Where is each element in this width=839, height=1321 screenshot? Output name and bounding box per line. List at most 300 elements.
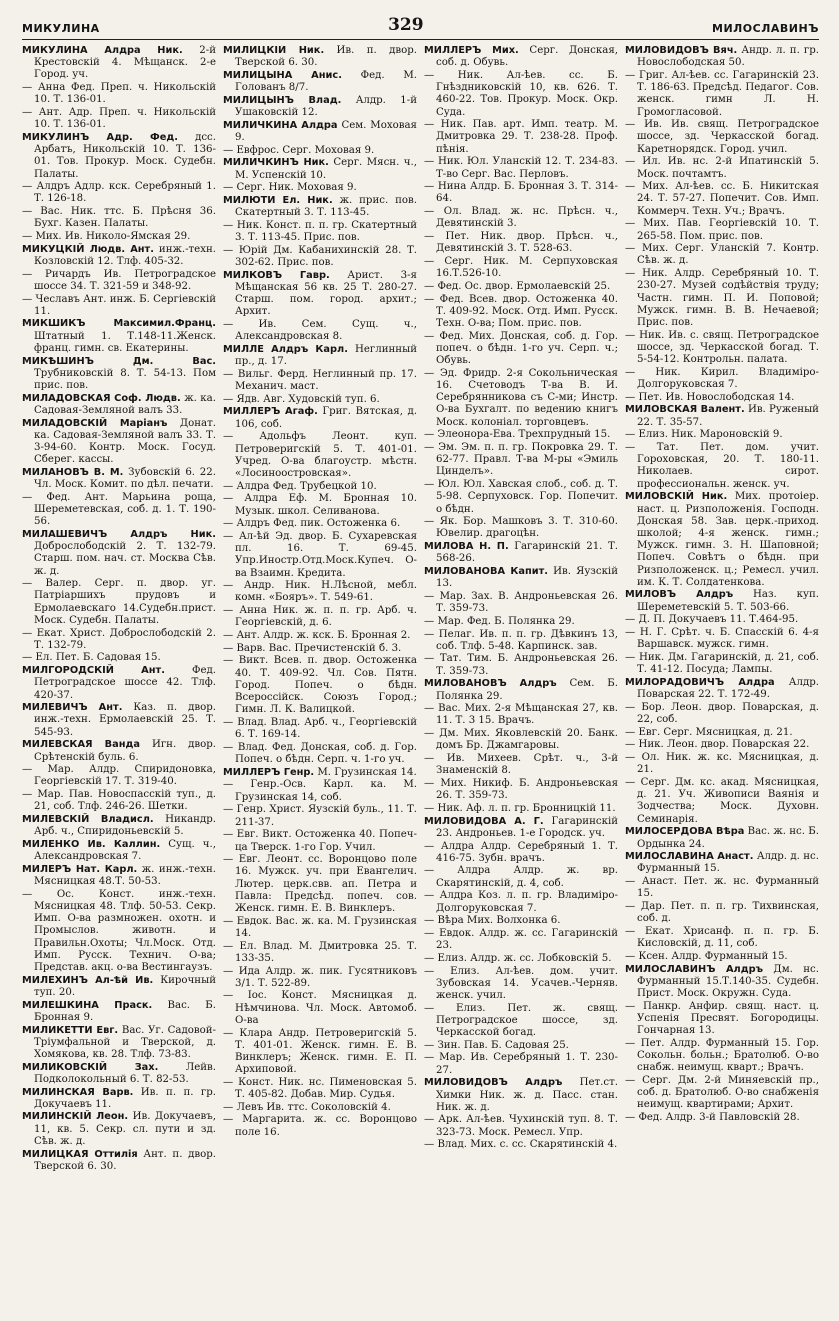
entry-text: Серг. Дм. 2-й Миняевскій пр., соб. д. Братолюб. О-во снабженія неимущ. квартирами; Архит. <box>637 1074 819 1111</box>
entry-text: Ант. Адр. Преп. ч. Никольскій 10. Т. 136-01. <box>34 107 216 131</box>
directory-entry <box>22 318 216 355</box>
entry-text: Андр. л. п. гр. Новослободская 50. <box>637 45 819 69</box>
directory-subentry <box>223 182 417 194</box>
directory-subentry <box>625 442 819 491</box>
directory-entry <box>223 70 417 94</box>
directory-subentry <box>625 614 819 626</box>
directory-subentry <box>424 865 618 889</box>
entry-surname: МИКУЛИНЪ Адр. Фед. <box>22 131 178 143</box>
entry-surname: МИЛОРАДОВИЧЪ Алдра <box>625 676 775 688</box>
entry-text: Сем. Моховая 9. <box>235 119 417 143</box>
entry-text: Мар. Зах. В. Андроньевская 26. Т. 359-73. <box>436 590 618 615</box>
directory-subentry <box>22 82 216 106</box>
directory-entry <box>223 767 417 779</box>
directory-subentry <box>424 429 618 441</box>
entry-text: Ник. Ал-ѣев. сс. Б. Гнѣздниковскій 10, кв. 626. Т. 460-22. Тов. Прокур. Моск. Окр. Суда. <box>436 69 618 118</box>
directory-subentry <box>22 206 216 230</box>
directory-subentry <box>223 394 417 406</box>
entry-text: Мих. Пав. Георгіевскій 10. Т. 265-58. Пом. прис. пов. <box>637 218 819 242</box>
directory-subentry <box>625 702 819 726</box>
directory-subentry <box>424 516 618 540</box>
entry-text: Бор. Леон. двор. Поварская, д. 22, соб. <box>637 701 819 725</box>
directory-subentry <box>625 1075 819 1112</box>
directory-subentry <box>625 1038 819 1075</box>
directory-subentry <box>424 70 618 119</box>
directory-subentry <box>424 1040 618 1052</box>
entry-text: Донат. ка. Садовая-Земляной валъ 33. Т. 3-94-60. Контр. Моск. Госуд. Сберег. кассы. <box>34 417 216 466</box>
entry-text: Ив. Докучаевъ, 11, кв. 5. Секр. сл. пути и зд. Сѣв. ж. д. <box>34 1111 216 1147</box>
entry-surname: МИЛЕШКИНА Праск. <box>22 999 153 1011</box>
entry-text: Мар. Пав. Новоспасскій туп., д. 21, соб. Тлф. 246-26. Шетки. <box>34 789 216 813</box>
entry-text: Серг. Донская, соб. д. Обувь. <box>436 45 618 69</box>
entry-text: Фед. Мих. Донская, соб. д. Гор. попеч. о бѣдн. 1-го уч. Серп. ч.; Обувь. <box>436 330 618 367</box>
entry-text: Серг. Ник. М. Серпуховская 16.Т.526-10. <box>436 255 618 280</box>
directory-entry <box>22 244 216 268</box>
entry-text: Пет.ст. Химки Ник. ж. д. Пасс. стан. Ник. ж. д. <box>436 1077 618 1113</box>
entry-text: Нина Алдр. Б. Бронная 3. Т. 314-64. <box>436 181 618 205</box>
directory-subentry <box>223 605 417 629</box>
directory-subentry <box>424 803 618 815</box>
entry-text: Гагаринскій 23. Андроньев. 1-е Городск. уч. <box>436 815 618 839</box>
directory-subentry <box>625 727 819 739</box>
directory-entry <box>22 839 216 863</box>
entry-surname: МИЛОВИДОВЪ Алдръ <box>424 1077 563 1089</box>
entry-text: Вас. Уг. Садовой-Тріумфальной и Тверской, д. Хомякова, кв. 28. Тлф. 73-83. <box>34 1024 216 1060</box>
entry-text: Ос. Конст. инж.-техн. Мясницкая 48. Тлф. 50-53. Секр. Имп. О-ва размножен. охотн. и Промыслов. животн. и Правильн.Охоты; Чл.Моск. Отд. Имп. Русск. Технич. О-ва; Представ. акц. о-ва Вестингаузъ. <box>34 888 216 974</box>
directory-subentry <box>625 1001 819 1038</box>
entry-text: Арк. Ал-ѣев. Чухинскій туп. 8. Т. 323-73. Моск. Ремесл. Упр. <box>436 1114 618 1138</box>
entry-surname: МИЛОВИДОВЪ Вяч. <box>625 45 738 56</box>
entry-text: Ант. п. двор. Тверской 6. 30. <box>34 1148 216 1172</box>
entry-text: Ол. Влад. ж. нс. Прѣсн. ч., Девятинскій 3. <box>436 206 618 230</box>
directory-subentry <box>223 829 417 853</box>
directory-subentry <box>22 492 216 529</box>
entry-text: ж. инж.-техн. Мясницкая 48.Т. 50-53. <box>34 863 216 888</box>
directory-entry <box>424 45 618 69</box>
entry-text: Серг. Дм. кс. акад. Мясницкая, д. 21. Уч. Живописи Ваянія и Зодчества; Моск. Духовн. Семинарія. <box>637 776 819 825</box>
directory-entry <box>22 529 216 578</box>
directory-entry <box>22 356 216 393</box>
directory-entry <box>22 393 216 417</box>
entry-text: Мих. Ив. Николо-Ямская 29. <box>35 231 191 243</box>
directory-subentry <box>625 926 819 950</box>
entry-surname: МИЛИЦЫНА Анис. <box>223 69 342 81</box>
entry-text: Каз. п. двор. инж.-техн. Ермолаевскій 25. Т. 545-93. <box>34 702 216 738</box>
directory-entry <box>424 566 618 590</box>
directory-subentry <box>625 951 819 963</box>
entry-text: Мих. Никиф. Б. Андроньевская 26. Т. 359-73. <box>436 777 618 802</box>
entry-text: Мих. Ал-ѣев. сс. Б. Никитская 24. Т. 57-27. Попечит. Сов. Имп. Коммерч. Техн. Уч.; Врачъ. <box>637 181 819 217</box>
directory-subentry <box>424 119 618 156</box>
entry-text: Ник. Алдр. Серебряный 10. Т. 230-27. Музей содѣйствія труду; Частн. гимн. П. И. Поповой; Мужск. гимн. В. В. Нечаевой; Прис. пов. <box>637 268 819 328</box>
directory-subentry <box>424 591 618 615</box>
entry-text: Ив. Ив. свящ. Петроградское шоссе, зд. Черкасской богад. Каретнорядск. Город. учил. <box>637 119 819 155</box>
directory-subentry <box>223 319 417 343</box>
column-2 <box>223 45 417 1315</box>
column-3 <box>424 45 618 1315</box>
directory-entry <box>22 739 216 763</box>
directory-entry <box>223 157 417 181</box>
directory-subentry <box>625 70 819 119</box>
entry-text: Панкр. Анфир. свящ. наст. ц. Успенія Пресвят. Богородицы. Гончарная 13. <box>637 1000 819 1037</box>
entry-text: Ник. Конст. п. п. гр. Скатертный 3. Т. 113-45. Прис. пов. <box>235 219 417 244</box>
entry-text: Клара Андр. Петроверигскій 5. Т. 401-01. Женск. гимн. Е. В. Винклеръ; Женск. гимн. Е. П. Архиповой. <box>235 1027 417 1076</box>
entry-text: Алдра Еф. М. Бронная 10. Музык. школ. Селиванова. <box>235 493 417 517</box>
entry-text: ж. ка. Садовая-Земляной валъ 33. <box>34 392 216 416</box>
directory-subentry <box>424 890 618 914</box>
directory-subentry <box>22 269 216 293</box>
directory-subentry <box>22 181 216 205</box>
directory-entry <box>625 404 819 428</box>
entry-text: Пелаг. Ив. п. п. гр. Дѣвкинъ 13, соб. Тлф. 5-48. Карпинск. зав. <box>436 628 618 652</box>
directory-entry <box>625 964 819 1001</box>
entry-surname: МИЛОСЛАВИНЪ Алдръ <box>625 963 764 975</box>
directory-entry <box>22 1087 216 1111</box>
entry-text: Доброслободскій 2. Т. 132-79. Старш. пом. нач. ст. Москва Сѣв. ж. д. <box>34 541 216 577</box>
entry-text: Ел. Влад. М. Дмитровка 25. Т. 133-35. <box>235 940 417 964</box>
directory-entry <box>22 418 216 467</box>
entry-surname: МИЛАДОВСКАЯ Соф. Людв. <box>22 392 181 404</box>
entry-text: Маргарита. ж. сс. Воронцово поле 16. <box>235 1114 417 1138</box>
entry-text: Алдръ Фед. пик. Остоженка 6. <box>236 518 401 530</box>
entry-text: Григ. Вятская, д. 106, соб. <box>235 406 418 430</box>
entry-text: Левъ Ив. ттс. Соколовскій 4. <box>236 1101 391 1113</box>
entry-text: Влад. Фед. Донская, соб. д. Гор. Попеч. о бѣдн. Серп. ч. 1-го уч. <box>235 741 417 766</box>
entry-surname: МИЛИЦЫНЪ Влад. <box>223 94 342 106</box>
entry-surname: МИЛИНСКАЯ Варв. <box>22 1086 134 1098</box>
entry-text: Вас. Мих. 2-я Мѣщанская 27, кв. 11. Т. 3 15. Врачъ. <box>436 703 618 727</box>
entry-text: Іос. Конст. Мясницкая д. Нѣмчинова. Чл. Моск. Автомоб. О-ва <box>235 990 417 1026</box>
entry-text: Дм. Мих. Яковлевскій 20. Банк. домъ Бр. Джамгаровы. <box>436 728 618 752</box>
entry-surname: МИКѢШИНЪ Дм. Вас. <box>22 355 216 367</box>
directory-entry <box>22 864 216 888</box>
entry-text: Лейв. Подколокольный 6. Т. 82-53. <box>34 1061 216 1085</box>
entry-text: Евфрос. Серг. Моховая 9. <box>236 144 375 156</box>
entry-text: Фед. Петроградское шоссе 42. Тлф. 420-37. <box>34 665 216 701</box>
entry-text: Никандр. Арб. ч., Спиридоньевскій 5. <box>34 814 216 838</box>
entry-text: Ив. Сем. Сущ. ч., Александровская 8. <box>235 318 417 343</box>
entry-text: Конст. Ник. нс. Пименовская 5. Т. 405-82. Добав. Мир. Судья. <box>235 1076 417 1101</box>
directory-subentry <box>223 220 417 244</box>
directory-subentry <box>223 431 417 480</box>
directory-subentry <box>625 181 819 218</box>
entry-surname: МИЛЛЕРЪ Мих. <box>424 45 519 56</box>
directory-entry <box>22 45 216 82</box>
entry-surname: МИКУЛИНА Алдра Ник. <box>22 45 183 56</box>
entry-text: Ив. Яузскій 13. <box>436 566 618 590</box>
entry-text: Пет. Ник. двор. Прѣсн. ч., Девятинскій 3. Т. 528-63. <box>436 231 618 255</box>
entry-text: Як. Бор. Машковъ 3. Т. 310-60. Ювелир. драгоцѣн. <box>436 516 618 540</box>
directory-subentry <box>625 876 819 900</box>
directory-subentry <box>22 789 216 813</box>
entry-text: Штатный 1. Т.148-11.Женск. франц. гимн. св. Екатерины. <box>34 330 216 354</box>
directory-subentry <box>22 578 216 627</box>
directory-subentry <box>424 479 618 516</box>
running-head-left: МИКУЛИНА <box>22 22 100 35</box>
directory-subentry <box>625 429 819 441</box>
entry-surname: МИЛАНОВЪ В. М. <box>22 466 124 478</box>
entry-text: ж. прис. пов. Скатертный 3. Т. 113-45. <box>235 194 418 219</box>
directory-subentry <box>424 1139 618 1151</box>
entry-surname: МИЛЛЕ Алдръ Карл. <box>223 343 348 355</box>
directory-subentry <box>424 256 618 280</box>
entry-text: Кирочный туп. 20. <box>34 974 216 998</box>
entry-text: Генр.-Осв. Карл. ка. М. Грузинская 14, соб. <box>235 779 417 803</box>
entry-text: Ол. Ник. ж. кс. Мясницкая, д. 21. <box>637 752 819 776</box>
directory-subentry <box>22 294 216 318</box>
entry-text: Ив. Михеев. Срѣт. ч., 3-й Знаменскій 8. <box>436 753 618 777</box>
directory-subentry <box>223 493 417 517</box>
entry-text: 2-й Крестовскій 4. Мѣщанск. 2-е Город. уч. <box>34 45 216 81</box>
entry-text: Вѣра Мих. Волхонка 6. <box>437 915 561 927</box>
entry-text: Сущ. ч., Александровская 7. <box>34 839 216 863</box>
directory-subentry <box>424 156 618 180</box>
directory-subentry <box>424 442 618 479</box>
entry-text: Игн. двор. Срѣтенскій буль. 6. <box>34 739 216 763</box>
entry-surname: МИЛОВЪ Алдръ <box>625 589 734 601</box>
entry-surname: МИЛЕРЪ Нат. Карл. <box>22 863 138 875</box>
directory-entry <box>22 1111 216 1148</box>
entry-text: Мар. Алдр. Спиридоновка, Георгіевскій 17. Т. 319-40. <box>34 764 216 788</box>
entry-text: Вас. Б. Бронная 9. <box>34 999 216 1023</box>
entry-surname: МИЛИКЕТТИ Евг. <box>22 1024 119 1036</box>
entry-text: Пет. Алдр. Фурманный 15. Гор. Сокольн. больн.; Братолюб. О-во снабж. неимущ. кварт.; Врачъ. <box>637 1037 819 1074</box>
directory-entry <box>22 814 216 838</box>
entry-text: Вас. Ник. ттс. Б. Прѣсня 36. Бухг. Казен. Палаты. <box>34 206 216 230</box>
entry-text: Анна Фед. Преп. ч. Никольскій 10. Т. 136-01. <box>34 82 216 106</box>
directory-subentry <box>625 652 819 676</box>
entry-surname: МИЛАДОВСКІЙ Маріанъ <box>22 417 168 429</box>
entry-text: Алдра Коз. л. п. гр. Владиміро-Долгоруковская 7. <box>436 890 618 914</box>
entry-text: Влад. Влад. Арб. ч., Георгіевскій 6. Т. 169-14. <box>235 716 417 741</box>
entry-text: Н. Г. Срѣт. ч. Б. Спасскій 6. 4-я Варшавск. мужск. гимн. <box>637 627 819 651</box>
column-1 <box>22 45 216 1315</box>
directory-subentry <box>424 181 618 205</box>
directory-subentry <box>625 777 819 826</box>
entry-surname: МИЛКОВЪ Гавр. <box>223 269 330 281</box>
entry-text: Елиз. Алдр. ж. сс. Лобковскій 5. <box>437 952 612 964</box>
entry-text: Фед. Всев. двор. Остоженка 40. Т. 409-92. Моск. Отд. Имп. Русск. Техн. О-ва; Пом. прис. пов. <box>436 293 618 329</box>
directory-subentry <box>22 107 216 131</box>
entry-text: Арист. 3-я Мѣщанская 56 кв. 25 Т. 280-27. Старш. пом. город. архит.; Архит. <box>235 269 417 318</box>
directory-subentry <box>223 1102 417 1114</box>
entry-text: Ант. Алдр. ж. кск. Б. Бронная 2. <box>236 630 411 642</box>
entry-surname: МИЛОВСКІЙ Ник. <box>625 491 728 503</box>
entry-text: Варв. Вас. Пречистенскій б. 3. <box>236 642 402 654</box>
directory-entry <box>22 132 216 181</box>
directory-entry <box>223 344 417 368</box>
directory-entry <box>22 702 216 739</box>
directory-subentry <box>424 281 618 293</box>
entry-text: Генр. Христ. Яузскій буль., 11. Т. 211-37. <box>235 804 417 828</box>
entry-text: инж.-техн. Козловскій 12. Тлф. 405-32. <box>34 243 216 267</box>
entry-text: Алдр. 1-й Ушаковскій 12. <box>235 94 417 119</box>
directory-subentry <box>625 739 819 751</box>
directory-subentry <box>223 580 417 604</box>
directory-subentry <box>223 966 417 990</box>
entry-text: Фед. М. Голованъ 8/7. <box>235 69 417 94</box>
entry-text: Ник. Кирил. Владиміро-Долгоруковская 7. <box>637 366 819 390</box>
entry-text: Ив. п. п. гр. Докучаевъ 11. <box>34 1086 216 1110</box>
directory-entry <box>424 1077 618 1114</box>
directory-subentry <box>424 1114 618 1138</box>
directory-entry <box>424 541 618 565</box>
directory-subentry <box>223 1114 417 1138</box>
entry-surname: МИЛЮТИ Ел. Ник. <box>223 194 333 206</box>
directory-subentry <box>625 901 819 925</box>
directory-subentry <box>424 231 618 255</box>
entry-text: Зин. Пав. Б. Садовая 25. <box>437 1039 569 1051</box>
entry-text: Ядв. Авг. Худовскій туп. 6. <box>236 393 380 405</box>
entry-text: Ксен. Алдр. Фурманный 15. <box>638 950 788 962</box>
entry-text: Эд. Фридр. 2-я Сокольническая 16. Счетоводъ Т-ва В. И. Серебрянникова съ С-ми; Инстр. О-ва Бухгалт. по ведению книгъ Моск. колоніал. торговцевъ. <box>436 367 618 428</box>
directory-entry <box>22 1000 216 1024</box>
directory-subentry <box>424 206 618 230</box>
entry-text: Алдра Фед. Трубецкой 10. <box>236 480 377 492</box>
entry-text: Трубниковскій 8. Т. 54-13. Пом прис. пов. <box>34 367 216 391</box>
entry-text: Алдра Алдр. ж. вр. Скарятинскій, д. 4, соб. <box>436 865 618 889</box>
entry-text: Неглинный пр., д. 17. <box>235 343 417 368</box>
directory-subentry <box>625 1112 819 1124</box>
directory-subentry <box>223 630 417 642</box>
entry-surname: МИЛОВСКАЯ Валент. <box>625 404 745 416</box>
entry-surname: МИЛОВАНОВЪ Алдръ <box>424 678 557 690</box>
column-4 <box>625 45 819 1315</box>
entry-surname: МИЛЕВСКАЯ Ванда <box>22 739 141 751</box>
directory-subentry <box>22 231 216 243</box>
directory-subentry <box>223 655 417 716</box>
entry-surname: МИЛОВИДОВА А. Г. <box>424 815 544 827</box>
entry-text: Ричардъ Ив. Петроградское шоссе 34. Т. 321-59 и 348-92. <box>34 268 216 292</box>
directory-subentry <box>223 518 417 530</box>
entry-surname: МИЛИКОВСКІЙ Зах. <box>22 1061 159 1073</box>
entry-text: Алдр. Поварская 22. Т. 172-49. <box>637 676 819 701</box>
entry-text: Евг. Викт. Остоженка 40. Попеч-ца Тверск. 1-го Гор. Учил. <box>235 829 417 853</box>
entry-surname: МИЛАШЕВИЧЪ Алдръ Ник. <box>22 528 216 540</box>
entry-surname: МИЛЛЕРЪ Генр. <box>223 766 315 778</box>
entry-text: Мих. Серг. Уланскій 7. Контр. Сѣв. ж. д. <box>637 243 819 267</box>
entry-text: Фед. Ос. двор. Ермолаевскій 25. <box>437 280 611 292</box>
entry-surname: МИЛЛЕРЪ Агаф. <box>223 406 318 418</box>
entry-text: Вильг. Ферд. Неглинный пр. 17. Механич. маст. <box>235 368 417 392</box>
directory-subentry <box>223 643 417 655</box>
directory-entry <box>223 270 417 319</box>
directory-subentry <box>223 941 417 965</box>
directory-entry <box>625 491 819 589</box>
entry-surname: МИЛЕХИНЪ Ал-ѣй Ив. <box>22 974 154 986</box>
entry-text: Елиз. Пет. ж. свящ. Петроградское шоссе, зд. Черкасской богад. <box>436 1002 618 1039</box>
entry-surname: МИЛИНСКІЙ Леон. <box>22 1111 129 1123</box>
running-head-right: МИЛОСЛАВИНЪ <box>712 22 819 35</box>
directory-entry <box>22 1149 216 1173</box>
entry-text: Викт. Всев. п. двор. Остоженка 40. Т. 409-92. Чл. Сов. Пятн. Город. Попеч. о бѣдн. Всероссійск. Союзъ Город.; Гимн. Л. К. Валицкой. <box>235 655 417 716</box>
entry-surname: МИЛИЦКАЯ Оттилія <box>22 1148 138 1160</box>
running-head <box>22 0 819 40</box>
entry-surname: МИЛЕВСКІЙ Владисл. <box>22 814 154 826</box>
directory-subentry <box>625 392 819 404</box>
directory-entry <box>22 1025 216 1062</box>
entry-text: Алдръ Адлр. кск. Серебряный 1. Т. 126-18. <box>34 181 216 205</box>
directory-subentry <box>625 330 819 367</box>
directory-subentry <box>424 331 618 368</box>
entry-text: Евг. Леонт. сс. Воронцово поле 16. Мужск. уч. при Евангелич. Лютер. церк.свв. ап. Петра и Павла: Предсѣд. попеч. сов. Женск. гимн. Е. В. Винклеръ. <box>235 854 417 915</box>
entry-text: Наз. куп. Шереметевскій 5. Т. 503-66. <box>637 589 819 613</box>
directory-entry <box>625 45 819 69</box>
directory-entry <box>22 1062 216 1086</box>
directory-subentry <box>223 369 417 393</box>
directory-subentry <box>223 854 417 915</box>
directory-subentry <box>424 728 618 752</box>
directory-entry <box>22 467 216 491</box>
entry-text: Дар. Пет. п. п. гр. Тихвинская, соб. д. <box>637 901 819 925</box>
entry-text: Ник. Ив. с. свящ. Петроградское шоссе, зд. Черкасской богад. Т. 5-54-12. Контрольн. палата. <box>637 329 819 366</box>
entry-text: Тат. Тим. Б. Андроньевская 26. Т. 359-73. <box>436 653 618 677</box>
entry-text: Сем. Б. Полянка 29. <box>436 678 618 702</box>
entry-text: Гагаринскій 21. Т. 568-26. <box>436 541 618 565</box>
directory-subentry <box>424 703 618 727</box>
entry-text: дсс. Арбатъ, Никольскій 10. Т. 136-01. Тов. Прокур. Моск. Судебн. Палаты. <box>34 131 216 180</box>
directory-subentry <box>625 243 819 267</box>
directory-subentry <box>223 742 417 766</box>
entry-text: Ник. Аф. л. п. гр. Бронницкій 11. <box>437 802 616 814</box>
entry-text: Мих. протоіер. наст. ц. Ризположенія. Господн. Донская 58. Зав. церк.-приход. школой; 4-я женск. гимн.; Мужск. гимн. 3. Н. Шаповной; Попеч. Совѣтъ о бѣдн. при Ризположенск. ц.; Ремесл. учил. им. К. Т. Солдатенкова. <box>637 491 819 588</box>
page-number: 329 <box>388 15 424 35</box>
directory-subentry <box>625 752 819 776</box>
directory-subentry <box>625 367 819 391</box>
entry-text: Адольфъ Леонт. куп. Петроверигскій 5. Т. 401-01. Учред. О-ва благоустр. мѣстн. «Лосиноостровская». <box>235 431 417 479</box>
directory-subentry <box>424 616 618 628</box>
entry-text: Элеонора-Ева. Трехпрудный 15. <box>437 429 611 441</box>
entry-text: Евг. Серг. Мясницкая, д. 21. <box>638 726 793 738</box>
directory-subentry <box>424 629 618 653</box>
entry-text: Ел. Пет. Б. Садовая 15. <box>35 652 161 664</box>
directory-subentry <box>223 145 417 157</box>
entry-text: Юрій Дм. Кабанихинскій 28. Т. 302-62. Прис. пов. <box>235 244 417 268</box>
directory-subentry <box>625 156 819 180</box>
entry-surname: МИЛГОРОДСКІЙ Ант. <box>22 665 165 677</box>
entry-text: Анаст. Пет. ж. нс. Фурманный 15. <box>637 876 819 900</box>
directory-subentry <box>625 627 819 651</box>
entry-surname: МИЛОВА Н. П. <box>424 541 509 553</box>
entry-text: Мар. Ив. Серебряный 1. Т. 230-27. <box>436 1052 618 1076</box>
directory-subentry <box>223 1077 417 1101</box>
directory-subentry <box>424 753 618 777</box>
directory-entry <box>223 120 417 144</box>
entry-text: Елиз. Ник. Мароновскій 9. <box>638 429 783 441</box>
entry-text: Зубовскій 6. 22. Чл. Моск. Комит. по дѣл. печати. <box>34 466 216 491</box>
directory-subentry <box>424 1052 618 1076</box>
directory-entry <box>223 45 417 69</box>
directory-subentry <box>223 779 417 803</box>
directory-subentry <box>22 889 216 974</box>
directory-subentry <box>223 990 417 1027</box>
directory-subentry <box>424 841 618 865</box>
directory-subentry <box>424 294 618 331</box>
directory-subentry <box>625 218 819 242</box>
entry-surname: МИЛОСЛАВИНА Анаст. <box>625 851 754 863</box>
entry-text: Ив. Руженый 22. Т. 35-57. <box>637 404 819 428</box>
entry-surname: МИЛЕВИЧЪ Ант. <box>22 702 123 714</box>
directory-subentry <box>424 928 618 952</box>
directory-entry <box>22 975 216 999</box>
entry-text: Ал-ѣй Эд. двор. Б. Сухаревская пл. 16. Т. 69-45. Упр.Иностр.Отд.Моск.Купеч. О-ва Взаимн. Кредита. <box>235 530 417 579</box>
directory-entry <box>625 851 819 875</box>
entry-surname: МИЛИЦКІЙ Ник. <box>223 45 325 56</box>
directory-subentry <box>22 652 216 664</box>
entry-text: Валер. Серг. п. двор. уг. Патріаршихъ прудовъ и Ермолаевскаго 14.Судебн.прист. Моск. Судебн. Палаты. <box>34 578 216 626</box>
directory-subentry <box>424 778 618 802</box>
directory-subentry <box>424 953 618 965</box>
